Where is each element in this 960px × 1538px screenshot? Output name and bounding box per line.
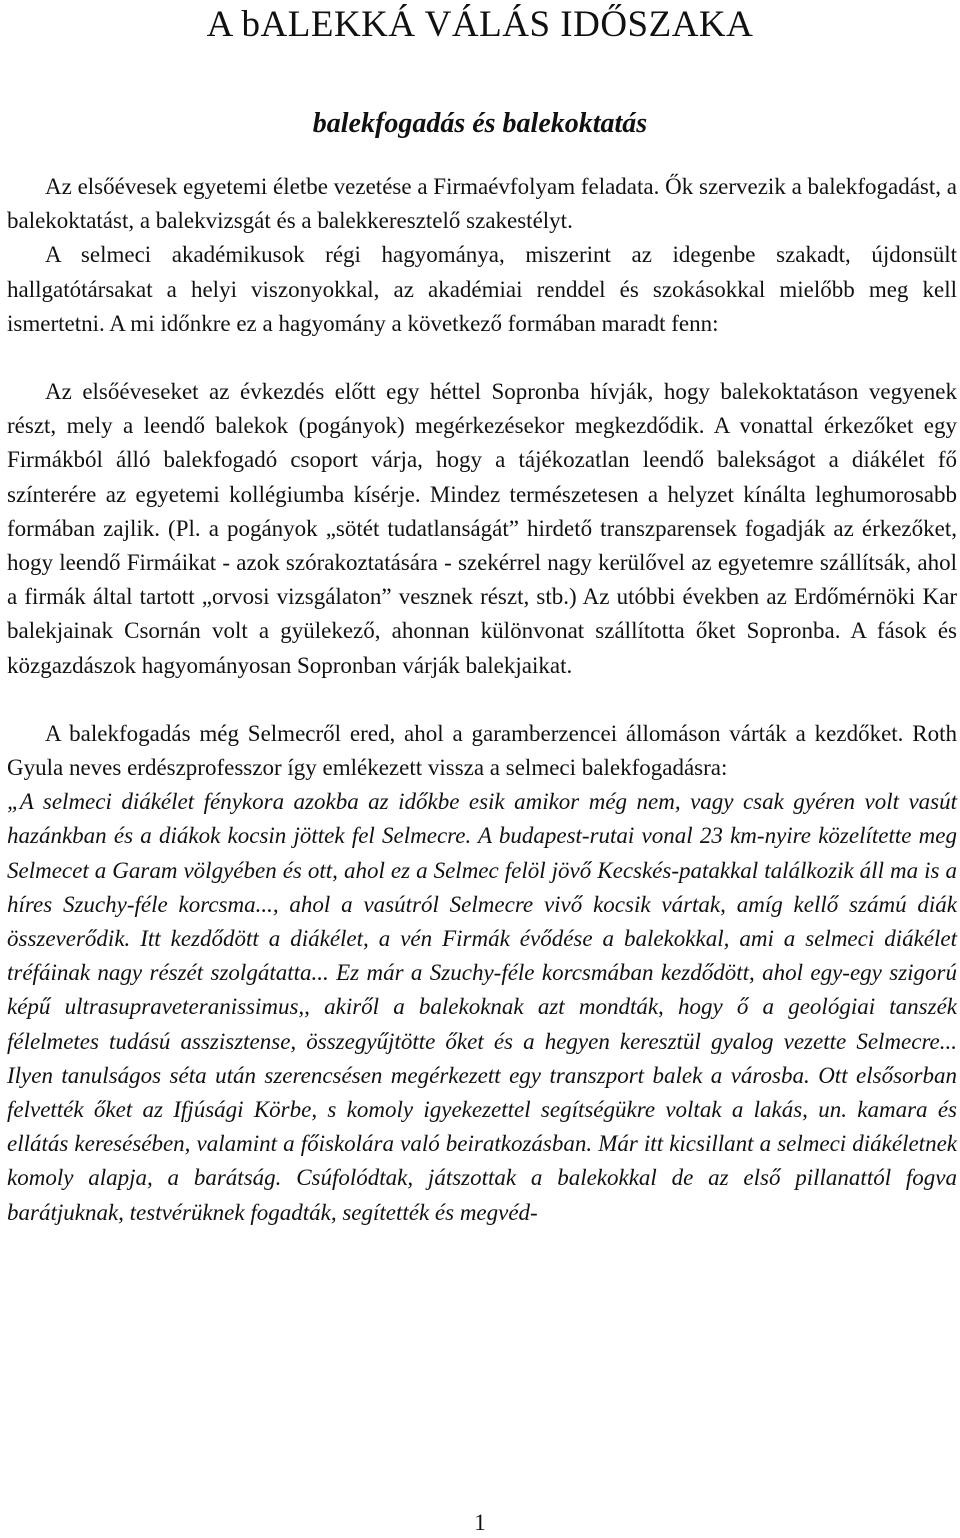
paragraph-3: Az elsőéveseket az évkezdés előtt egy héttel Sopronba hívják, hogy balekoktatáson vegyenek részt, mely a leendő balekok (pogányok) megérkezésekor megkezdődik. A vonattal érkezőket egy Firmákból álló balekfogadó csoport várja, hogy a tájékozatlan leendő balekságot a diákélet fő színterére az egyetemi kollégiumba kísérje. Mindez természetesen a helyzet kínálta leghumorosabb formában zajlik. (Pl. a pogányok „sötét tudatlanságát” hirdető transzparensek fogadják az érkezőket, hogy leendő Firmáikat - azok szórakoztatására - szekérrel nagy kerülővel az egyetemre szállítsák, ahol a firmák által tartott „orvosi vizsgálaton” vesznek részt, stb.) Az utóbbi években az Erdőmérnöki Kar balekjainak Csornán volt a gyülekező, ahonnan különvonat szállította őket Sopronba. A fások és közgazdászok hagyományosan Sopronban várják balekjaikat.: [7, 379, 957, 678]
quotation: „A selmeci diákélet fénykora azokba az időkbe esik amikor még nem, vagy csak gyéren volt vasút hazánkban és a diákok kocsin jöttek fel Selmecre. A budapest-rutai vonal 23 km-nyire közelítette meg Selmecet a Garam völgyében és ott, ahol ez a Selmec felöl jövő Kecskés-patakkal találkozik áll ma is a híres Szuchy-féle korcsma..., ahol a vasútról Selmecre vivő kocsik vártak, amíg kellő számú diák összeverődik. Itt kezdődött a diákélet, a vén Firmák évődése a balekokkal, ami a selmeci diákélet tréfáinak nagy részét szolgátatta... Ez már a Szuchy-féle korcsmában kezdődött, ahol egy-egy szigorú képű ultrasupraveteranissimus,, akiről a balekoknak azt mondták, hogy ő a geológiai tanszék félelmetes tudású asszisztense, összegyűjtötte őket és a hegyen keresztül gyalog vezette Selmecre... Ilyen tanulságos séta után szerencsésen megérkezett egy transzport balek a városba. Ott elsősorban felvették őket az Ifjúsági Körbe, s komoly igyekezettel segítségükre voltak a lakás, un. kamara és ellátás keresésében, valamint a főiskolára való beiratkozásban. Már itt kicsillant a selmeci diákéletnek komoly alapja, a barátság. Csúfolódtak, játszottak a balekokkal de az első pillanattól fogva barátjuknak, testvérüknek fogadták, segítették és megvéd-: [7, 789, 957, 1225]
section-subtitle: balekfogadás és balekoktatás: [312, 108, 648, 139]
paragraph-4: A balekfogadás még Selmecről ered, ahol a garamberzencei állomáson várták a kezdőket. Roth Gyula neves erdészprofesszor így emlékezett vissza a selmeci balekfogadásra:: [7, 720, 957, 781]
paragraph-1: Az elsőévesek egyetemi életbe vezetése a Firmaévfolyam feladata. Ők szervezik a balekfogadást, a balekoktatást, a balekvizsgát és a balekkeresztelő szakestélyt.: [7, 174, 957, 234]
paragraph-2: A selmeci akadémikusok régi hagyománya, miszerint az idegenbe szakadt, újdonsült hallgatótársakat a helyi viszonyokkal, az akadémiai renddel és szokásokkal mielőbb meg kell ismertetni. A mi időnkre ez a hagyomány a következő formában maradt fenn:: [7, 242, 957, 336]
page-number: 1: [474, 1510, 486, 1535]
document-body: [7, 170, 957, 1230]
page-title: A bALEKKÁ VÁLÁS IDŐSZAKA: [206, 4, 754, 45]
